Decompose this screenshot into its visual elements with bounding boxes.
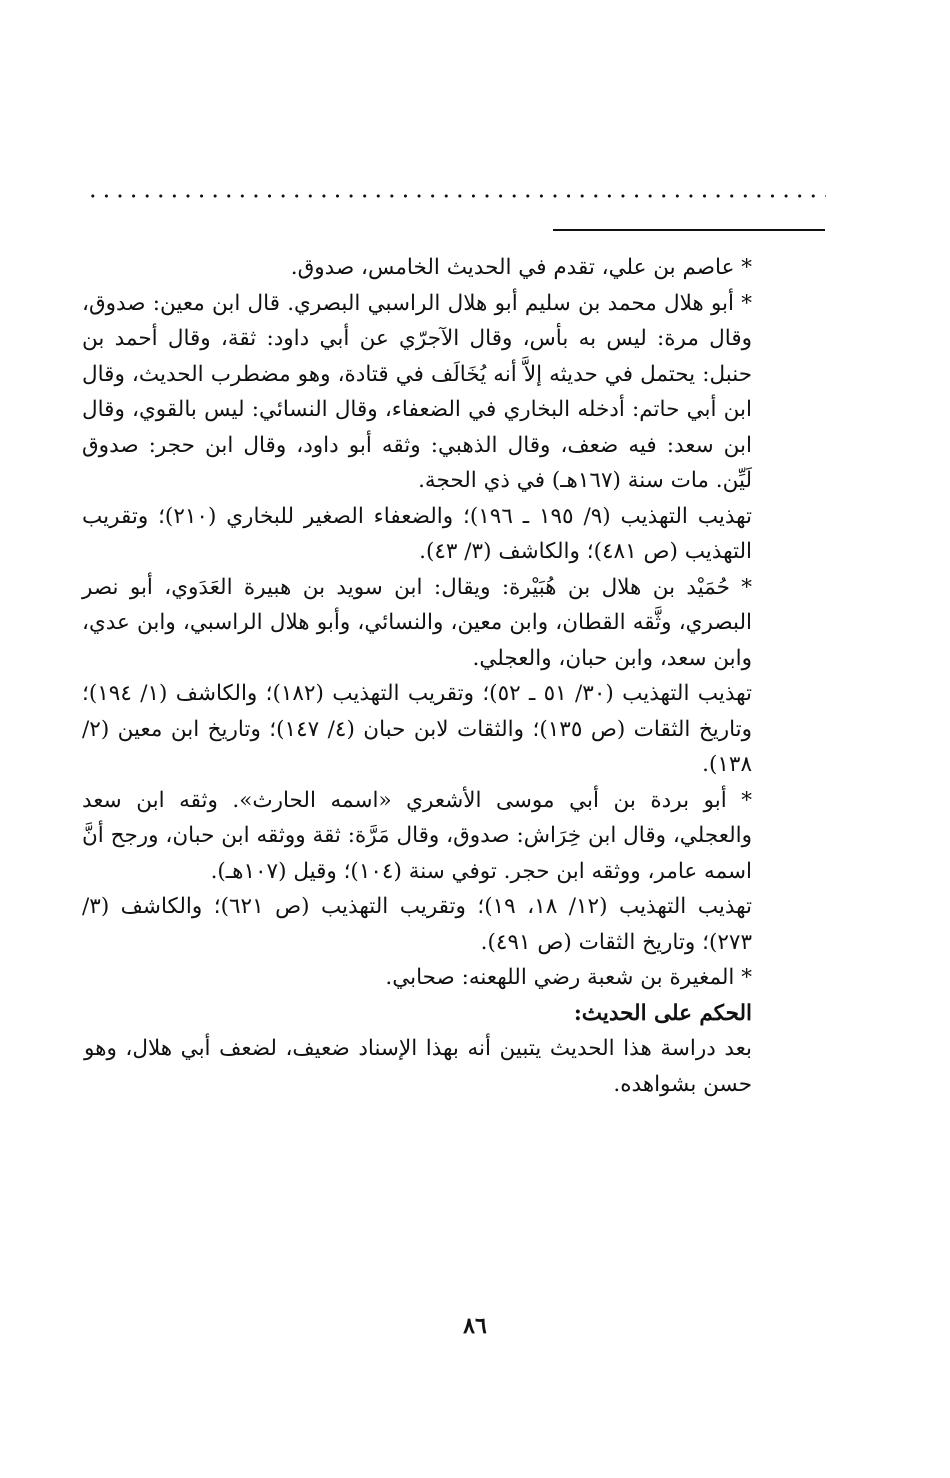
reference-abu-hilal: تهذيب التهذيب (٩/ ١٩٥ ـ ١٩٦)؛ والضعفاء الصغير للبخاري (٢١٠)؛ وتقريب التهذيب (ص ٤٨١)؛ والكاشف (٣/ ٤٣). — [82, 503, 753, 564]
section-heading: الحكم على الحديث: — [573, 1000, 752, 1026]
narrator-humaid: * حُمَيْد بن هلال بن هُبَيْرة: ويقال: ابن سويد بن هبيرة العَدَوي، أبو نصر البصري، وثَّقه القطان، وابن معين، والنسائي، وأبو هلال الراسبي، وابن عدي، وابن سعد، وابن حبان، والعجلي. — [82, 574, 752, 671]
narrator-abu-burda: * أبو بردة بن أبي موسى الأشعري «اسمه الحارث». وثقه ابن سعد والعجلي، وقال ابن خِرَاش: صدوق، وقال مَرَّة: ثقة ووثقه ابن حبان، ورجح أنَّ اسمه عامر، ووثقه ابن حجر. توفي سنة (١٠٤)؛ وقيل (١٠٧هـ). — [82, 787, 752, 884]
reference-humaid: تهذيب التهذيب (٣٠/ ٥١ ـ ٥٢)؛ وتقريب التهذيب (١٨٢)؛ والكاشف (١/ ١٩٤)؛ وتاريخ الثقات (ص ١٣٥)؛ والثقات لابن حبان (٤/ ١٤٧)؛ وتاريخ ابن معين (٢/ ١٣٨). — [82, 681, 753, 777]
narrator-asim: * عاصم بن علي، تقدم في الحديث الخامس، صدوق. — [290, 255, 752, 280]
dotted-separator — [86, 194, 826, 198]
page-number: ٨٦ — [463, 1313, 487, 1339]
narrator-mughira: * المغيرة بن شعبة رضي اللهعنه: صحابي. — [385, 965, 752, 990]
narrator-abu-hilal: * أبو هلال محمد بن سليم أبو هلال الراسبي البصري. قال ابن معين: صدوق، وقال مرة: ليس به بأس، وقال الآجرّي عن أبي داود: ثقة، وقال أحمد بن حنبل: يحتمل في حديثه إلاَّ أنه يُخَالَف في قتادة، وهو مضطرب الحديث، وقال ابن أبي حاتم: أدخله البخاري في الضعفاء، وقال النسائي: ليس بالقوي، وقال ابن سعد: فيه ضعف، وقال الذهبي: وثقه أبو داود، وقال ابن حجر: صدوق لَيِّن. مات سنة (١٦٧هـ) في ذي الحجة. — [82, 290, 752, 493]
conclusion-text: بعد دراسة هذا الحديث يتبين أنه بهذا الإسناد ضعيف، لضعف أبي هلال، وهو حسن بشواهده. — [84, 1036, 752, 1097]
reference-abu-burda: تهذيب التهذيب (١٢/ ١٨، ١٩)؛ وتقريب التهذيب (ص ٦٢١)؛ والكاشف (٣/ ٢٧٣)؛ وتاريخ الثقات (ص ٤٩١). — [82, 894, 752, 955]
footnote-rule — [553, 229, 825, 231]
page-body — [82, 250, 752, 1102]
